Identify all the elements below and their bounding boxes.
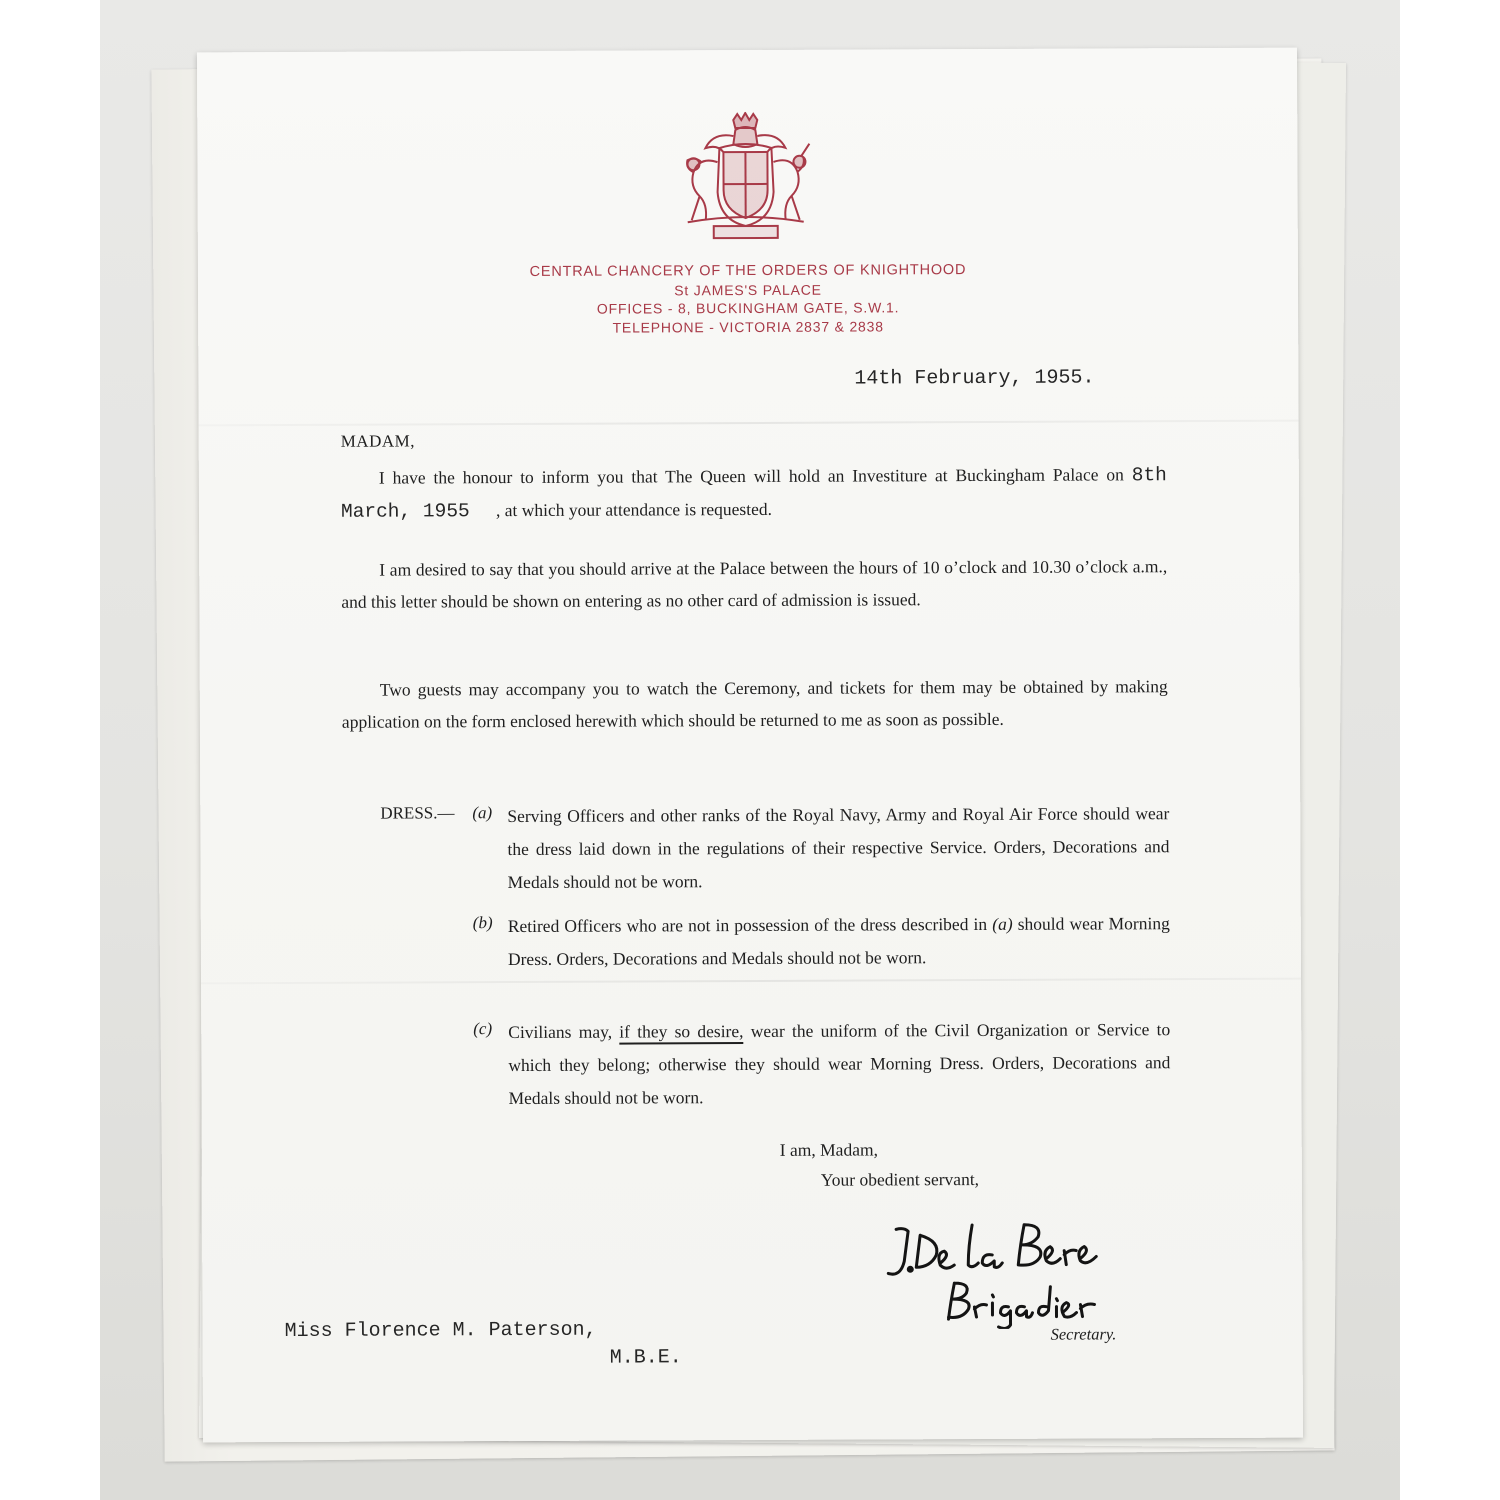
paragraph-guests bbox=[342, 670, 1168, 738]
dress-item-a: Serving Officers and other ranks of the Royal Navy, Army and Royal Air Force should wear the dress laid down in the regulations of their respective Service. Orders, Decorations and Medals should not be worn. bbox=[507, 803, 1170, 893]
dress-label: DRESS.— bbox=[380, 803, 455, 823]
paragraph-arrival-text: I am desired to say that you should arrive at the Palace between the hours of 10 o’clock and 10.30 o’clock a.m., and this letter should be shown on entering as no other card of admission is issued. bbox=[341, 556, 1168, 612]
letterhead-palace: St JAMES'S PALACE bbox=[674, 281, 822, 298]
handwritten-signature bbox=[874, 1210, 1105, 1329]
paragraph-investiture-text: I have the honour to inform you that The Queen will hold an Investiture at Buckingham Palace on bbox=[378, 464, 1124, 488]
letterhead-offices: OFFICES - 8, BUCKINGHAM GATE, S.W.1. bbox=[596, 299, 900, 317]
dress-item-b-text: Retired Officers who are not in possession of the dress described in bbox=[507, 913, 988, 937]
letterhead-telephone: TELEPHONE - VICTORIA 2837 & 2838 bbox=[612, 317, 884, 336]
paragraph-investiture-end: , at which your attendance is requested. bbox=[495, 498, 773, 521]
dress-mark-c: (c) bbox=[473, 1019, 493, 1039]
dress-item-b-ref: (a) bbox=[992, 913, 1013, 934]
letterhead-organization: CENTRAL CHANCERY OF THE ORDERS OF KNIGHTHOOD bbox=[529, 262, 967, 280]
letter-date: 14th February, 1955. bbox=[854, 366, 1095, 391]
dress-item-c-end: wear the uniform of the Civil Organization or Service to which they belong; otherwise they should wear Morning Dress. Orders, Decorations and Medals should not be worn. bbox=[508, 1019, 1171, 1109]
investiture-date: 8th March, 1955 bbox=[340, 464, 1167, 523]
letterhead bbox=[498, 261, 998, 337]
dress-item-b-end: should wear Morning Dress. Orders, Decorations and Medals should not be worn. bbox=[507, 913, 1170, 970]
fold-crease-lower bbox=[201, 978, 1301, 985]
royal-coat-of-arms-icon bbox=[677, 112, 814, 245]
salutation: MADAM, bbox=[340, 431, 416, 451]
dress-mark-b: (b) bbox=[472, 913, 493, 933]
paragraph-guests-text: Two guests may accompany you to watch the Ceremony, and tickets for them may be obtained by making application on the form enclosed herewith which should be returned to me as soon as possible. bbox=[341, 676, 1168, 732]
addressee-name: Miss Florence M. Paterson, bbox=[284, 1318, 597, 1344]
signatory-title: Secretary. bbox=[1050, 1324, 1117, 1344]
paragraph-investiture bbox=[341, 458, 1167, 528]
fold-crease-upper bbox=[199, 420, 1299, 427]
dress-mark-a: (a) bbox=[472, 803, 493, 823]
dress-item-c-text: Civilians may, bbox=[508, 1021, 613, 1043]
dress-item-b bbox=[508, 907, 1170, 976]
dress-item-c-underlined: if they so desire, bbox=[619, 1021, 743, 1045]
closing-line-2: Your obedient servant, bbox=[820, 1169, 980, 1190]
addressee-honour: M.B.E. bbox=[609, 1346, 682, 1370]
dress-item-c bbox=[508, 1013, 1170, 1115]
closing-line-1: I am, Madam, bbox=[779, 1139, 878, 1160]
letter-page bbox=[197, 48, 1303, 1443]
paragraph-arrival bbox=[341, 550, 1167, 618]
